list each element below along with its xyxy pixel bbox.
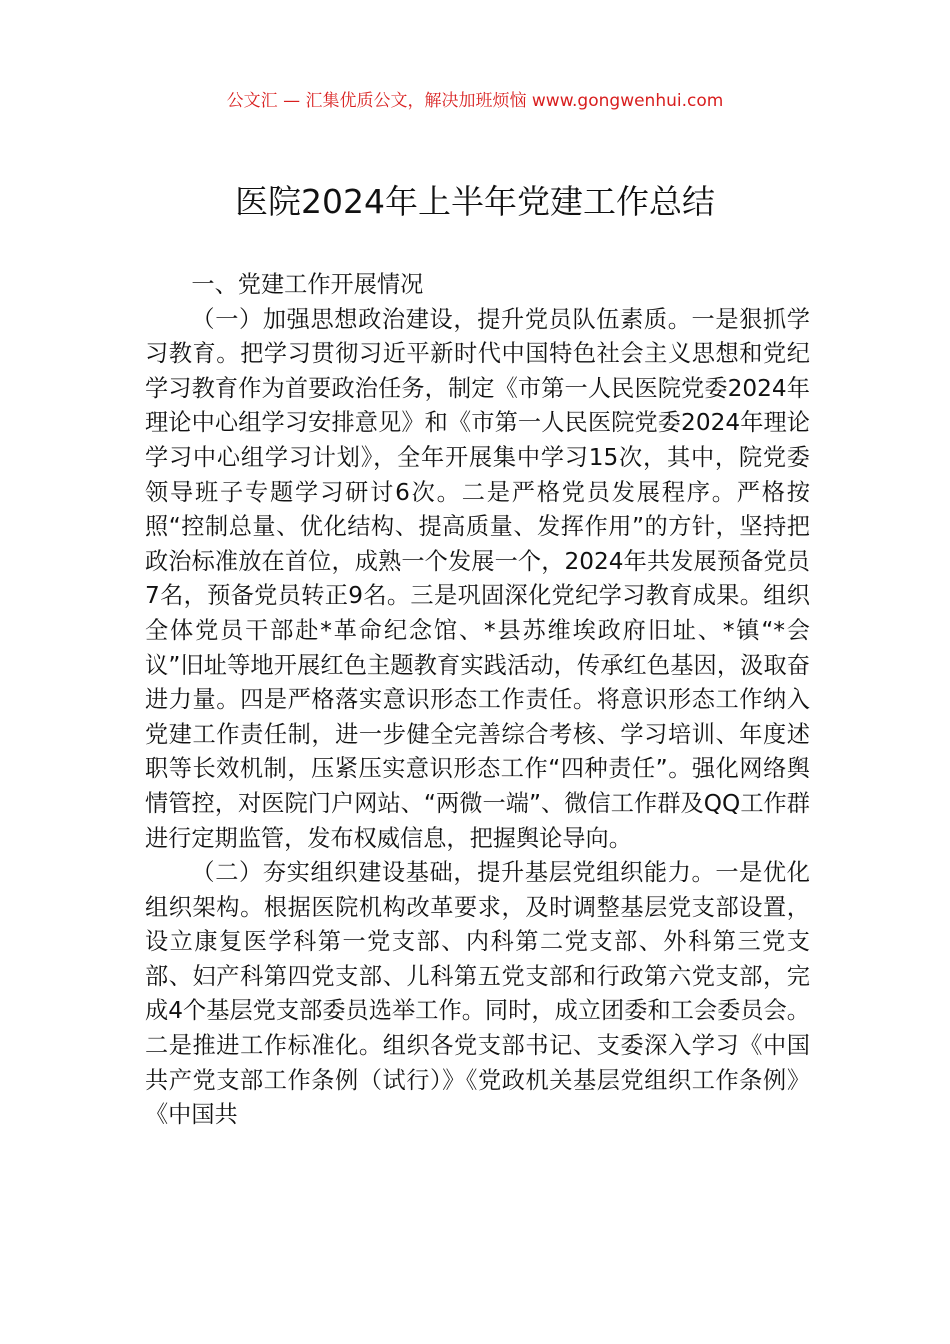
document-body [145, 268, 810, 1133]
paragraph: （二）夯实组织建设基础，提升基层党组织能力。一是优化组织架构。根据医院机构改革要求，及时调整基层党支部设置，设立康复医学科第一党支部、内科第二党支部、外科第三党支部、妇产科第四党支部、儿科第五党支部和行政第六党支部，完成4个基层党支部委员选举工作。同时，成立团委和工会委员会。二是推进工作标准化。组织各党支部书记、支委深入学习《中国共产党支部工作条例（试行）》《党政机关基层党组织工作条例》《中国共 [145, 859, 810, 1129]
document-title: 医院2024年上半年党建工作总结 [235, 182, 715, 221]
paragraph: （一）加强思想政治建设，提升党员队伍素质。一是狠抓学习教育。把学习贯彻习近平新时代中国特色社会主义思想和党纪学习教育作为首要政治任务，制定《市第一人民医院党委2024年理论中心组学习安排意见》和《市第一人民医院党委2024年理论学习中心组学习计划》，全年开展集中学习15次，其中，院党委领导班子专题学习研讨6次。二是严格党员发展程序。严格按照“控制总量、优化结构、提高质量、发挥作用”的方针，坚持把政治标准放在首位，成熟一个发展一个，2024年共发展预备党员7名，预备党员转正9名。三是巩固深化党纪学习教育成果。组织全体党员干部赴*革命纪念馆、*县苏维埃政府旧址、*镇“*会议”旧址等地开展红色主题教育实践活动，传承红色基因，汲取奋进力量。四是严格落实意识形态工作责任。将意识形态工作纳入党建工作责任制，进一步健全完善综合考核、学习培训、年度述职等长效机制，压紧压实意识形态工作“四种责任”。强化网络舆情管控，对医院门户网站、“两微一端”、微信工作群及QQ工作群进行定期监管，发布权威信息，把握舆论导向。 [145, 305, 810, 852]
site-banner: 公文汇 — 汇集优质公文，解决加班烦恼 www.gongwenhui.com [226, 91, 724, 111]
section-heading: 一、党建工作开展情况 [191, 271, 424, 298]
